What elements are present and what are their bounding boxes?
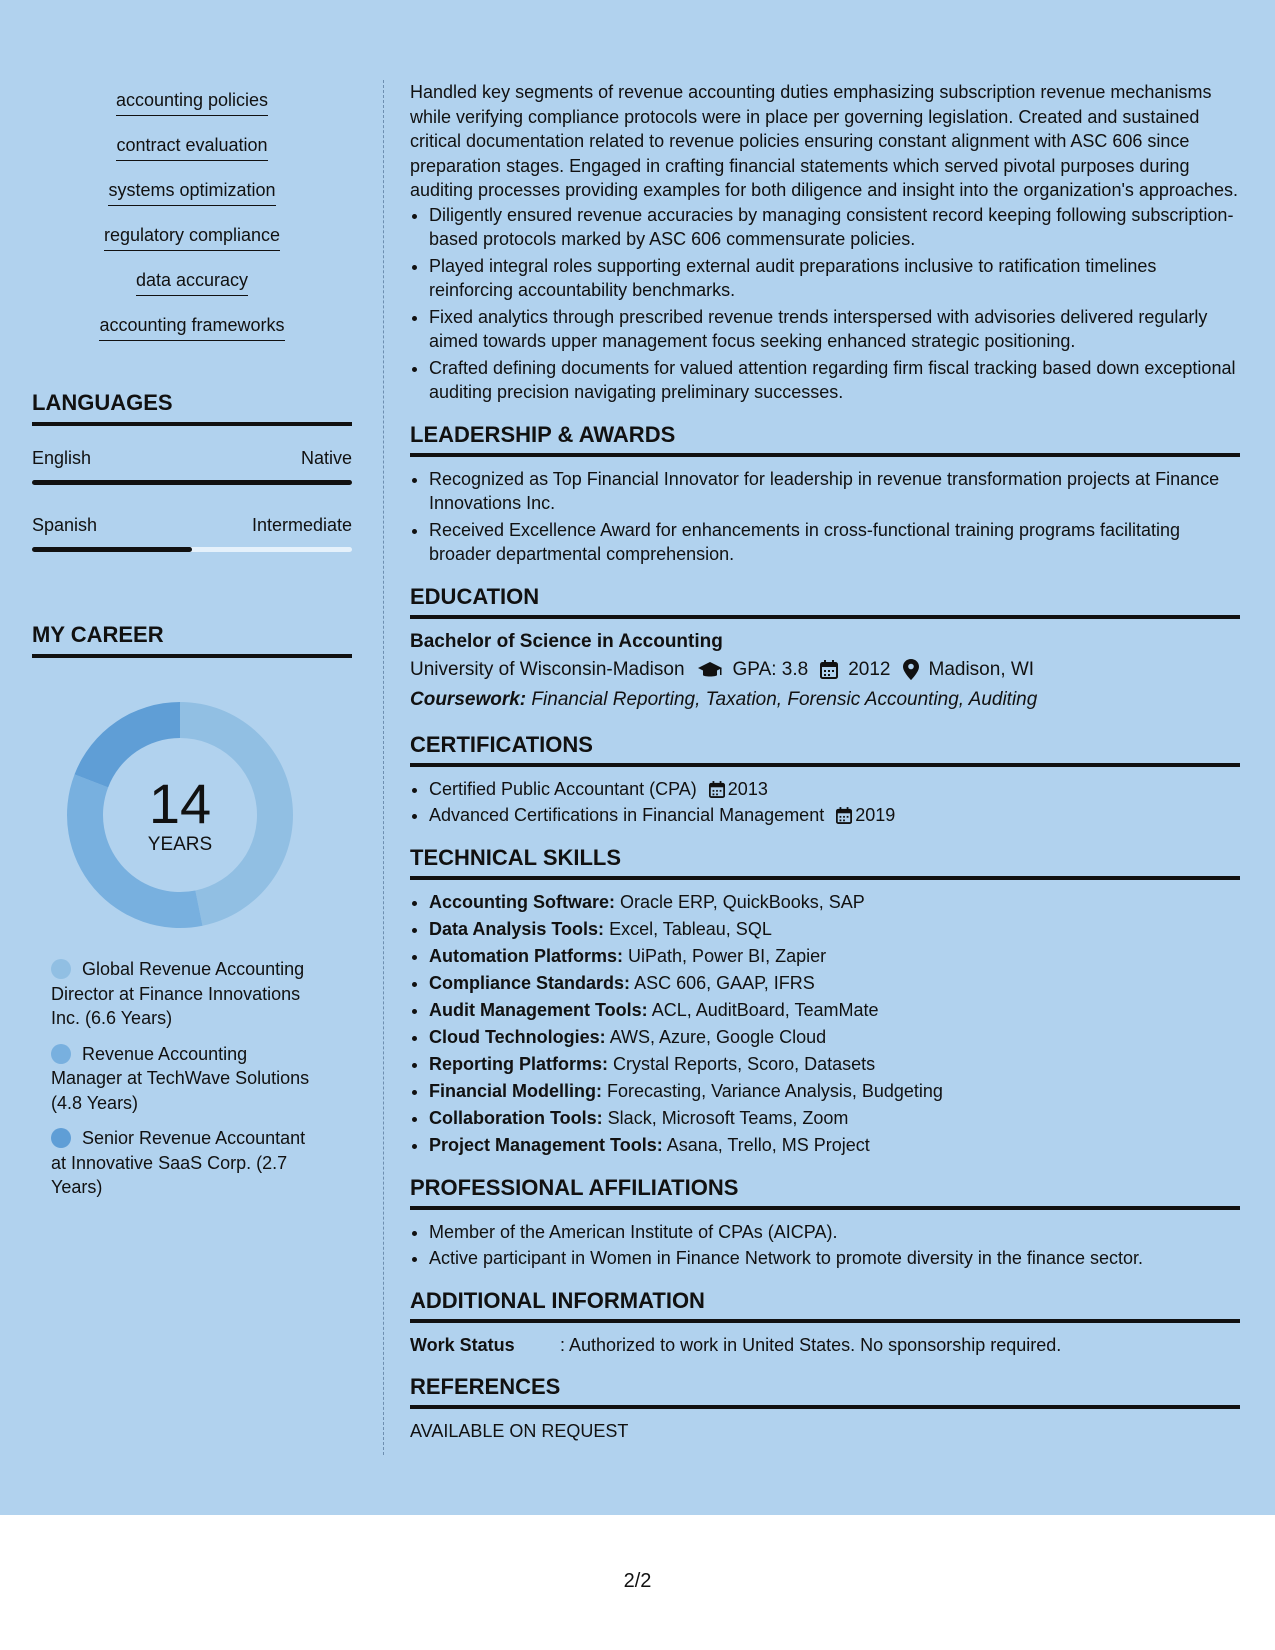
certification-item [429, 803, 1240, 828]
technical-skill-value: Forecasting, Variance Analysis, Budgeting [607, 1080, 943, 1101]
donut-center [65, 700, 295, 930]
legend-dot-icon [51, 1044, 71, 1064]
leadership-item: • Received Excellence Award for enhancements in cross-functional training programs facilitating broader departmental comprehension. [429, 518, 1240, 567]
coursework-label: Coursework: [410, 688, 527, 710]
career-years-unit: YEARS [147, 834, 213, 855]
technical-skill-value: ACL, AuditBoard, TeamMate [651, 999, 879, 1020]
career-legend-label: Revenue Accounting Manager at TechWave Solutions (4.8 Years) [51, 1043, 310, 1113]
references-heading: REFERENCES [410, 1374, 1240, 1409]
career-total-years: 14 [148, 772, 212, 835]
technical-skill-item [429, 917, 1240, 942]
technical-skill-item [429, 1106, 1240, 1131]
page-number: 2/2 [623, 1570, 652, 1592]
technical-skill-label: Accounting Software: [429, 891, 616, 912]
language-level: Native [300, 448, 352, 468]
technical-skills-list [410, 890, 1240, 1158]
career-legend-label: Senior Revenue Accountant at Innovative SaaS Corp. (2.7 Years) [51, 1128, 306, 1197]
technical-skill-value: Crystal Reports, Scoro, Datasets [613, 1053, 876, 1074]
calendar-icon [820, 660, 838, 679]
technical-skill-label: Cloud Technologies: [429, 1026, 606, 1047]
technical-skill-value: Slack, Microsoft Teams, Zoom [607, 1107, 849, 1128]
technical-skill-label: Automation Platforms: [429, 945, 624, 966]
technical-skill-value: ASC 606, GAAP, IFRS [634, 972, 815, 993]
work-status-label: Work Status [410, 1334, 515, 1355]
education-coursework [410, 685, 1240, 715]
skill-item [32, 260, 352, 305]
technical-skill-label: Data Analysis Tools: [429, 918, 605, 939]
work-status-row [410, 1333, 1240, 1357]
work-status-value: : Authorized to work in United States. No sponsorship required. [560, 1334, 1062, 1355]
additional-info-heading: ADDITIONAL INFORMATION [410, 1288, 1240, 1323]
experience-bullet: • Diligently ensured revenue accuracies by managing consistent record keeping following subscription-based protocols marked by ASC 606 commensurate policies. [429, 203, 1240, 252]
skill-label: systems optimization [108, 180, 275, 206]
education-gpa: GPA: 3.8 [732, 658, 809, 680]
education-year: 2012 [848, 658, 891, 680]
experience-bullets [410, 203, 1240, 405]
technical-skill-item [429, 890, 1240, 915]
skill-label: contract evaluation [116, 135, 267, 161]
technical-skill-value: UiPath, Power BI, Zapier [628, 945, 827, 966]
technical-skill-item [429, 944, 1240, 969]
education-degree: Bachelor of Science in Accounting [410, 630, 723, 652]
experience-bullet: • Crafted defining documents for valued attention regarding firm fiscal tracking based down exceptional auditing precision navigating preliminary successes. [429, 356, 1240, 405]
leadership-list [410, 467, 1240, 567]
skill-label: accounting frameworks [99, 315, 284, 341]
technical-skill-item [429, 1052, 1240, 1077]
language-proficiency-fill [32, 547, 192, 552]
certifications-list [410, 777, 1240, 828]
career-heading: MY CAREER [32, 622, 352, 658]
technical-skill-item [429, 1025, 1240, 1050]
calendar-icon [836, 807, 852, 824]
experience-bullet: • Played integral roles supporting external audit preparations inclusive to ratification timelines reinforcing accountability benchmarks. [429, 254, 1240, 303]
skill-item [32, 125, 352, 170]
language-name: Spanish [32, 515, 98, 535]
column-divider [383, 80, 384, 1455]
career-legend [32, 957, 352, 1200]
certification-year: 2013 [727, 778, 768, 799]
main-column [410, 80, 1240, 1443]
map-pin-icon [903, 659, 919, 680]
languages-heading: LANGUAGES [32, 390, 352, 426]
skill-label: data accuracy [136, 270, 248, 296]
language-level: Intermediate [251, 515, 352, 535]
skill-list [32, 80, 352, 350]
career-legend-item [32, 1126, 322, 1200]
skill-label: regulatory compliance [104, 225, 280, 251]
language-proficiency-fill [32, 480, 352, 485]
certifications-heading: CERTIFICATIONS [410, 732, 1240, 767]
education-school: University of Wisconsin-Madison [410, 658, 685, 680]
technical-skill-label: Project Management Tools: [429, 1134, 663, 1155]
technical-skill-value: Excel, Tableau, SQL [609, 918, 772, 939]
technical-skills-heading: TECHNICAL SKILLS [410, 845, 1240, 880]
career-donut-chart [65, 700, 295, 930]
language-entry [32, 515, 352, 552]
experience-bullet: • Fixed analytics through prescribed revenue trends interspersed with advisories delivered regularly aimed towards upper management focus seeking enhanced strategic positioning. [429, 305, 1240, 354]
references-text: AVAILABLE ON REQUEST [410, 1420, 629, 1441]
education-details [410, 655, 1240, 685]
technical-skill-label: Collaboration Tools: [429, 1107, 603, 1128]
language-proficiency-bar [32, 480, 352, 485]
education-location: Madison, WI [928, 658, 1035, 680]
leadership-heading: LEADERSHIP & AWARDS [410, 422, 1240, 457]
leadership-item: • Recognized as Top Financial Innovator for leadership in revenue transformation projects at Finance Innovations Inc. [429, 467, 1240, 516]
technical-skill-label: Financial Modelling: [429, 1080, 603, 1101]
affiliation-item: • Active participant in Women in Finance Network to promote diversity in the finance sector. [429, 1246, 1240, 1271]
career-legend-item [32, 1042, 322, 1116]
language-name: English [32, 448, 92, 468]
certification-year: 2019 [855, 805, 896, 825]
legend-dot-icon [51, 959, 71, 979]
technical-skill-label: Audit Management Tools: [429, 999, 648, 1020]
technical-skill-label: Reporting Platforms: [429, 1053, 609, 1074]
affiliations-heading: PROFESSIONAL AFFILIATIONS [410, 1175, 1240, 1210]
certification-name: Advanced Certifications in Financial Management [429, 805, 825, 825]
affiliation-item: • Member of the American Institute of CPAs (AICPA). [429, 1220, 1240, 1245]
skill-item [32, 170, 352, 215]
technical-skill-item [429, 998, 1240, 1023]
language-entry [32, 448, 352, 485]
calendar-icon [709, 781, 725, 798]
skill-label: accounting policies [116, 90, 268, 116]
legend-dot-icon [51, 1128, 71, 1148]
language-proficiency-bar [32, 547, 352, 552]
technical-skill-value: Asana, Trello, MS Project [666, 1134, 870, 1155]
experience-summary: Handled key segments of revenue accounting duties emphasizing subscription revenue mechanisms while verifying compliance protocols were in place per governing legislation. Created and sustained critical documentation related to revenue policies ensuring constant alignment with ASC 606 since preparation stages. Engaged in crafting financial statements which served pivotal purposes during auditing processes providing examples for both diligence and insight into the organization's approaches. [410, 82, 1238, 200]
technical-skill-item [429, 971, 1240, 996]
certification-item [429, 777, 1240, 802]
skill-item [32, 80, 352, 125]
coursework-value: Financial Reporting, Taxation, Forensic Accounting, Auditing [531, 688, 1038, 710]
technical-skill-value: Oracle ERP, QuickBooks, SAP [620, 891, 865, 912]
career-legend-item [32, 957, 322, 1031]
certification-name: Certified Public Accountant (CPA) [429, 778, 697, 799]
career-legend-label: Global Revenue Accounting Director at Finance Innovations Inc. (6.6 Years) [51, 959, 305, 1028]
technical-skill-item [429, 1079, 1240, 1104]
education-heading: EDUCATION [410, 584, 1240, 619]
technical-skill-item [429, 1133, 1240, 1158]
technical-skill-label: Compliance Standards: [429, 972, 631, 993]
skill-item [32, 215, 352, 260]
affiliations-list [410, 1220, 1240, 1271]
technical-skill-value: AWS, Azure, Google Cloud [609, 1026, 827, 1047]
skill-item [32, 305, 352, 350]
sidebar [32, 80, 352, 1211]
graduation-cap-icon [697, 660, 723, 680]
